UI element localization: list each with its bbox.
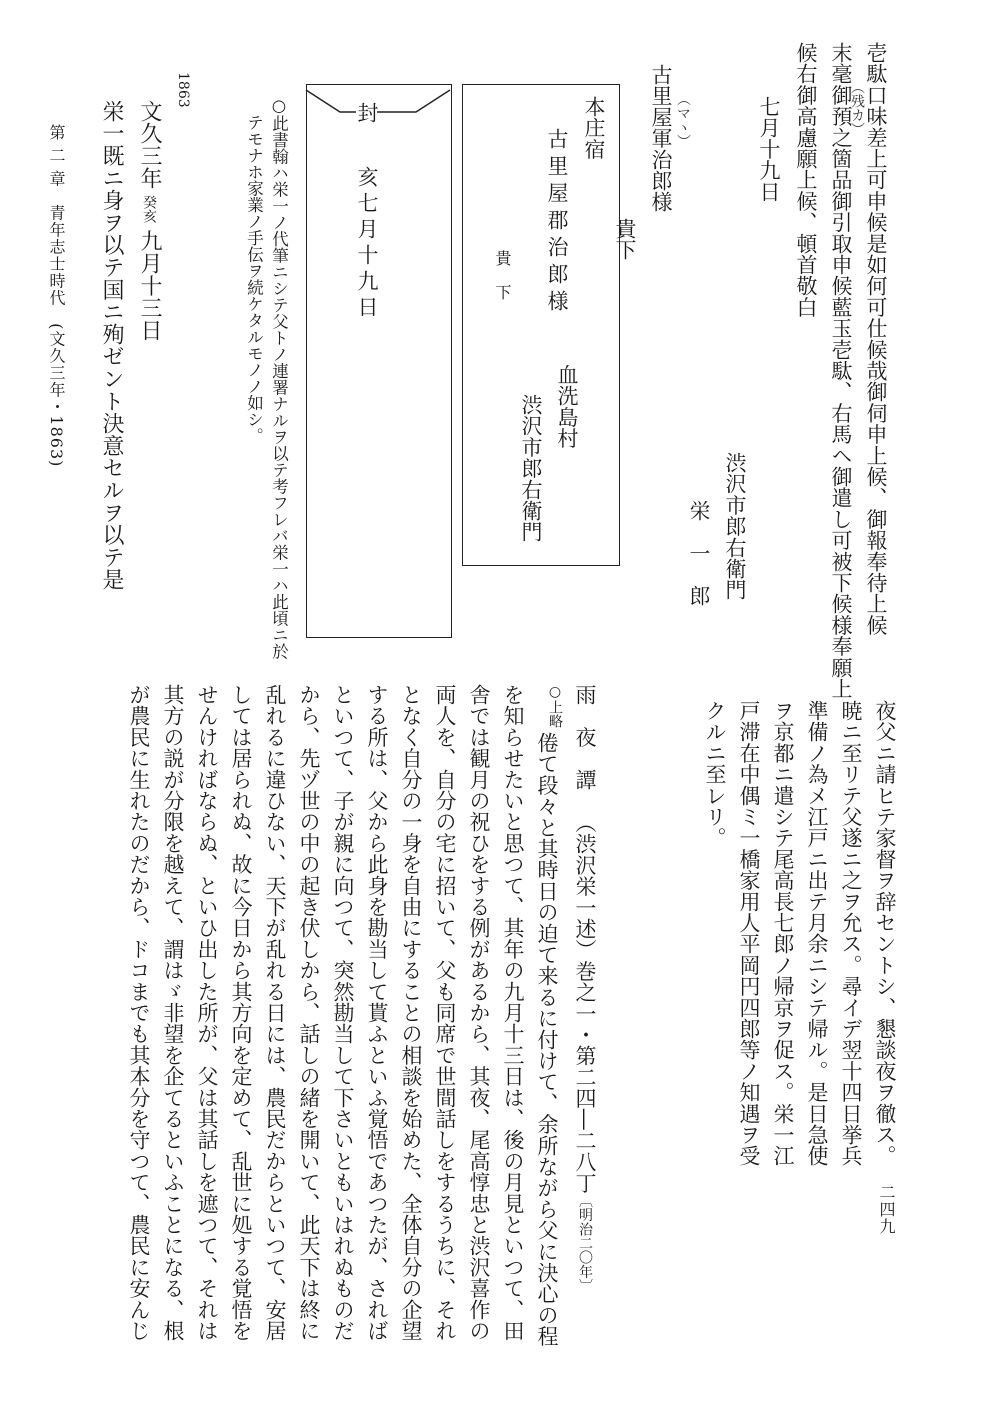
letter-date: 七月十九日 [757, 96, 781, 202]
body-line-12: 其方の説が分限を越えて、謂はゞ非望を企てるといふことになる、根 [161, 684, 185, 1342]
envelope-sender-place: 血洗島村 [555, 364, 579, 449]
note-line-2: テモナホ家業ノ手伝ヲ続ケタルモノノ如シ。 [244, 114, 264, 444]
body-line-9: 乱れるに違ひない、天下が乱れる日には、農民だからといつて、安居 [263, 684, 287, 1342]
source-heading [574, 684, 595, 1293]
letter-line-2: 末毫御預之箇品御引取申候藍玉壱駄、右馬ヘ御遣し可被下候様奉願上 [829, 42, 853, 700]
sender-line-2: 栄 一 郎 [687, 500, 711, 606]
continuation-line-1: 夜父ニ請ヒテ家督ヲ辞セントシ、懇談夜ヲ徹ス。 [873, 700, 897, 1167]
entry-date-small: 癸亥 [141, 195, 157, 224]
body-line-6: する所は、父から此身を勘当して貰ふといふ覚悟であつたが、されば [365, 684, 389, 1342]
year-note: 1863 [175, 72, 191, 108]
running-head: 第 二 章 青年志士時代 (文久三年・1863) [47, 124, 66, 468]
recipient-name: 古里屋軍治郎様 [649, 64, 673, 213]
sender-line-1: 渋沢市郎右衛門 [723, 452, 747, 601]
continuation-line-4: ヲ京都ニ遣シテ尾高長七郎ノ帰京ヲ促ス。栄一江 [771, 700, 795, 1167]
entry-date-rest: 九月十三日 [137, 229, 162, 342]
body-line-7: といつて、子が親に向つて、突然勘当して下さいともいはれぬものだ [331, 684, 355, 1342]
source-detail: （渋沢栄一述）巻之一・第二四―二八丁 [573, 812, 597, 1194]
envelope-sender-name: 渋沢市郎右衛門 [519, 394, 543, 543]
letter-line-3: 候右御高慮願上候、頓首敬白 [794, 42, 818, 318]
envelope-back-date: 亥七月十九日 [355, 166, 379, 322]
envelope-seal: 封 [355, 102, 379, 124]
body-line-11: せんければならぬ、といひ出した所が、父は其話しを遮つて、それは [195, 684, 219, 1342]
letter-line-1: 壱駄口味差上可申候是如何可仕候哉御伺申上候、御報奉待上候 [864, 42, 888, 636]
envelope-place: 本庄宿 [582, 96, 606, 160]
body-line-4: 両人を、自分の宅に招いて、父も同席で世間話しをするうちに、それ [433, 684, 457, 1342]
body-line-13: が農民に生れたのだから、ドコまでも其本分を守つて、農民に安んじ [127, 684, 151, 1342]
entry-line: 栄一既ニ身ヲ以テ国ニ殉ゼント決意セルヲ以テ是 [99, 100, 124, 591]
source-title: 雨 夜 譚 [573, 684, 597, 790]
envelope-back [306, 84, 452, 638]
body-line-3: 舎では観月の祝ひをする例があるから、其夜、尾高惇忠と渋沢喜作の [467, 684, 491, 1342]
continuation-line-3: 準備ノ為メ江戸ニ出テ月余ニシテ帰ル。是日急使 [805, 700, 829, 1167]
continuation-line-2: 暁ニ至リテ父遂ニ之ヲ允ス。尋イデ翌十四日挙兵 [839, 700, 863, 1167]
continuation-line-5: 戸滞在中偶ミ一橋家用人平岡円四郎等ノ知遇ヲ受 [737, 700, 761, 1167]
note-line-1: ○此書翰ハ栄一ノ代筆ニシテ父トノ連署ナルヲ以テ考フレバ栄一ハ此頃ニ於 [269, 96, 289, 660]
body-line-5: となく自分の一身を自由にすることの相談を始めた、全体自分の企望 [399, 684, 423, 1342]
body-line-2: を知らせたいと思つて、其年の九月十三日は、後の月見といつて、田 [501, 684, 525, 1342]
recipient-honorific: 貴下 [613, 218, 637, 261]
entry-date [138, 100, 160, 341]
source-date: 〔明治二〇年〕 [577, 1193, 593, 1294]
body-line-1: 倦て段々と其時日の迫て来るに付けて、余所ながら父に決心の程 [535, 732, 559, 1347]
entry-date-main: 文久三年 [137, 100, 162, 190]
body-line-8: から、先ヅ世の中の起き伏しから、話しの緒を開いて、此天下は終に [297, 684, 321, 1342]
page-number: 二四九 [877, 1184, 896, 1235]
envelope-recipient-name: 古里屋郡治郎様 [545, 128, 569, 317]
abbrev-mark: ○上略 [547, 684, 563, 728]
annotation-zan: （残カ） [849, 80, 865, 136]
body-line-10: しては居られぬ、故に今日から其方向を定めて、乱世に処する覚悟を [229, 684, 253, 1342]
recipient-annotation: （マヽ） [675, 92, 691, 148]
envelope-honorific: 貴 下 [493, 250, 512, 301]
continuation-line-6: クルニ至レリ。 [703, 700, 727, 849]
